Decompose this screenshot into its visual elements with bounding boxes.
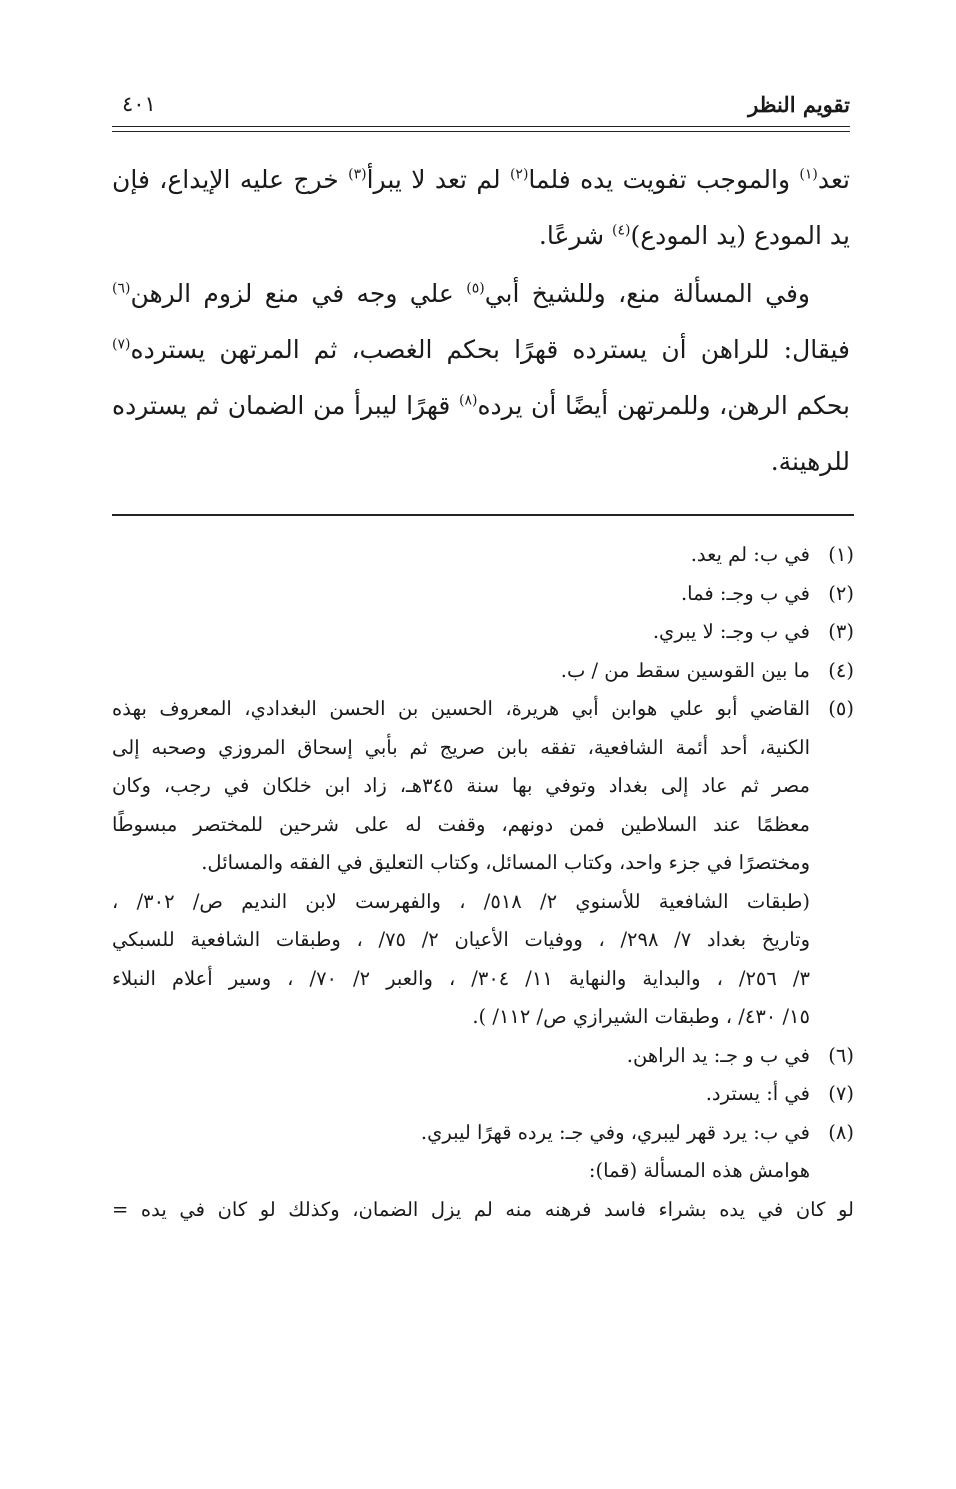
footnote-text: في ب: يرد قهر ليبري، وفي جـ: يرده قهرًا ليبري. <box>420 1120 810 1144</box>
footnote-2 <box>112 575 854 614</box>
text: فيقال: للراهن أن يسترده قهرًا بحكم الغصب، ثم المرتهن يسترده <box>130 335 850 364</box>
footnote-text: في أ: يسترد. <box>705 1082 810 1105</box>
footnote-4 <box>112 652 854 691</box>
footnote-ref: (٨) <box>458 392 478 409</box>
footnote-1 <box>112 536 854 575</box>
footnote-text: وتاريخ بغداد ٧/ ٢٩٨/ ، ووفيات الأعيان ٢/ ٧٥/ ، وطبقات الشافعية للسبكي <box>112 928 810 951</box>
page-header <box>112 92 850 124</box>
page-number: ٤٠١ <box>122 92 156 116</box>
continuation-heading: هوامش هذه المسألة (قما): <box>588 1159 810 1182</box>
footnote-ref: (٦) <box>112 280 131 297</box>
text: والموجب تفويت يده فلما <box>528 165 800 194</box>
footnote-ref: (٣) <box>348 166 367 183</box>
footnote-ref: (٤) <box>612 222 631 239</box>
footnote-text: ما بين القوسين سقط من / ب. <box>560 658 810 682</box>
footnote-number: (٨) <box>828 1120 854 1144</box>
footnote-text: في ب وجـ: فما. <box>680 581 810 605</box>
header-rule-top <box>112 126 850 127</box>
footnote-number: (٧) <box>828 1082 854 1105</box>
footnote-text: في ب و جـ: يد الراهن. <box>626 1043 810 1067</box>
text: شرعًا. <box>538 221 613 250</box>
text: تعد <box>817 165 851 194</box>
footnote-text: مصر ثم عاد إلى بغداد وتوفي بها سنة ٣٤٥هـ، زاد ابن خلكان في رجب، وكان <box>112 774 810 797</box>
main-text <box>112 152 850 490</box>
footnote-8 <box>112 1114 854 1153</box>
footnote-number: (٦) <box>828 1043 854 1067</box>
footnote-text: في ب وجـ: لا يبري. <box>652 620 810 643</box>
footnote-text: ٣/ ٢٥٦/ ، والبداية والنهاية ١١/ ٣٠٤/ ، والعبر ٢/ ٧٠/ ، وسير أعلام النبلاء <box>112 966 810 990</box>
running-title: تقويم النظر <box>748 92 850 117</box>
text: وفي المسألة منع، وللشيخ أبي <box>484 279 810 308</box>
footnote-text: القاضي أبو علي هوابن أبي هريرة، الحسين بن الحسن البغدادي، المعروف بهذه <box>112 697 810 720</box>
continuation-text: لو كان في يده بشراء فاسد فرهنه منه لم يزل الضمان، وكذلك لو كان في يده = <box>112 1197 854 1221</box>
text: خرج عليه الإيداع، فإن يد المودع (يد المودع) <box>112 165 850 250</box>
header-rule-bottom <box>112 131 850 132</box>
footnote-text: ١٥/ ٤٣٠/ ، وطبقات الشيرازي ص/ ١١٢/ ). <box>472 1005 810 1028</box>
footnote-number: (١) <box>828 543 854 566</box>
paragraph-2 <box>112 266 850 490</box>
footnote-number: (٥) <box>828 697 854 720</box>
footnote-ref: (١) <box>799 166 818 183</box>
footnote-number: (٣) <box>828 620 854 643</box>
footnote-separator <box>112 514 854 516</box>
footnote-5 <box>112 690 854 1037</box>
text: لم تعد لا يبرأ <box>366 165 510 194</box>
footnote-6 <box>112 1037 854 1076</box>
footnote-number: (٤) <box>828 658 854 682</box>
paragraph-1 <box>112 152 850 264</box>
footnote-number: (٢) <box>828 581 854 605</box>
text: قهرًا ليبرأ من الضمان ثم يسترده للرهينة. <box>112 391 850 476</box>
text: علي وجه في منع لزوم الرهن <box>130 279 467 308</box>
text: بحكم الرهن، وللمرتهن أيضًا أن يرده <box>477 391 850 420</box>
footnote-3 <box>112 613 854 652</box>
footnote-text: ومختصرًا في جزء واحد، وكتاب المسائل، وكتاب التعليق في الفقه والمسائل. <box>201 851 810 874</box>
continuation-note <box>112 1152 854 1191</box>
footnote-ref: (٢) <box>509 166 529 183</box>
footnote-text: (طبقات الشافعية للأسنوي ٢/ ٥١٨/ ، والفهرست لابن النديم ص/ ٣٠٢/ ، <box>112 889 810 913</box>
footnote-7 <box>112 1075 854 1114</box>
footnote-ref: (٧) <box>112 336 131 353</box>
footnote-text: في ب: لم يعد. <box>690 543 810 566</box>
footnotes <box>112 536 854 1229</box>
footnote-text: الكنية، أحد أئمة الشافعية، تفقه بابن صريج ثم بأبي إسحاق المروزي وصحبه إلى <box>112 735 810 759</box>
footnote-ref: (٥) <box>466 280 485 297</box>
footnote-text: معظمًا عند السلاطين فمن دونهم، وقفت له على شرحين للمختصر مبسوطًا <box>112 812 810 836</box>
